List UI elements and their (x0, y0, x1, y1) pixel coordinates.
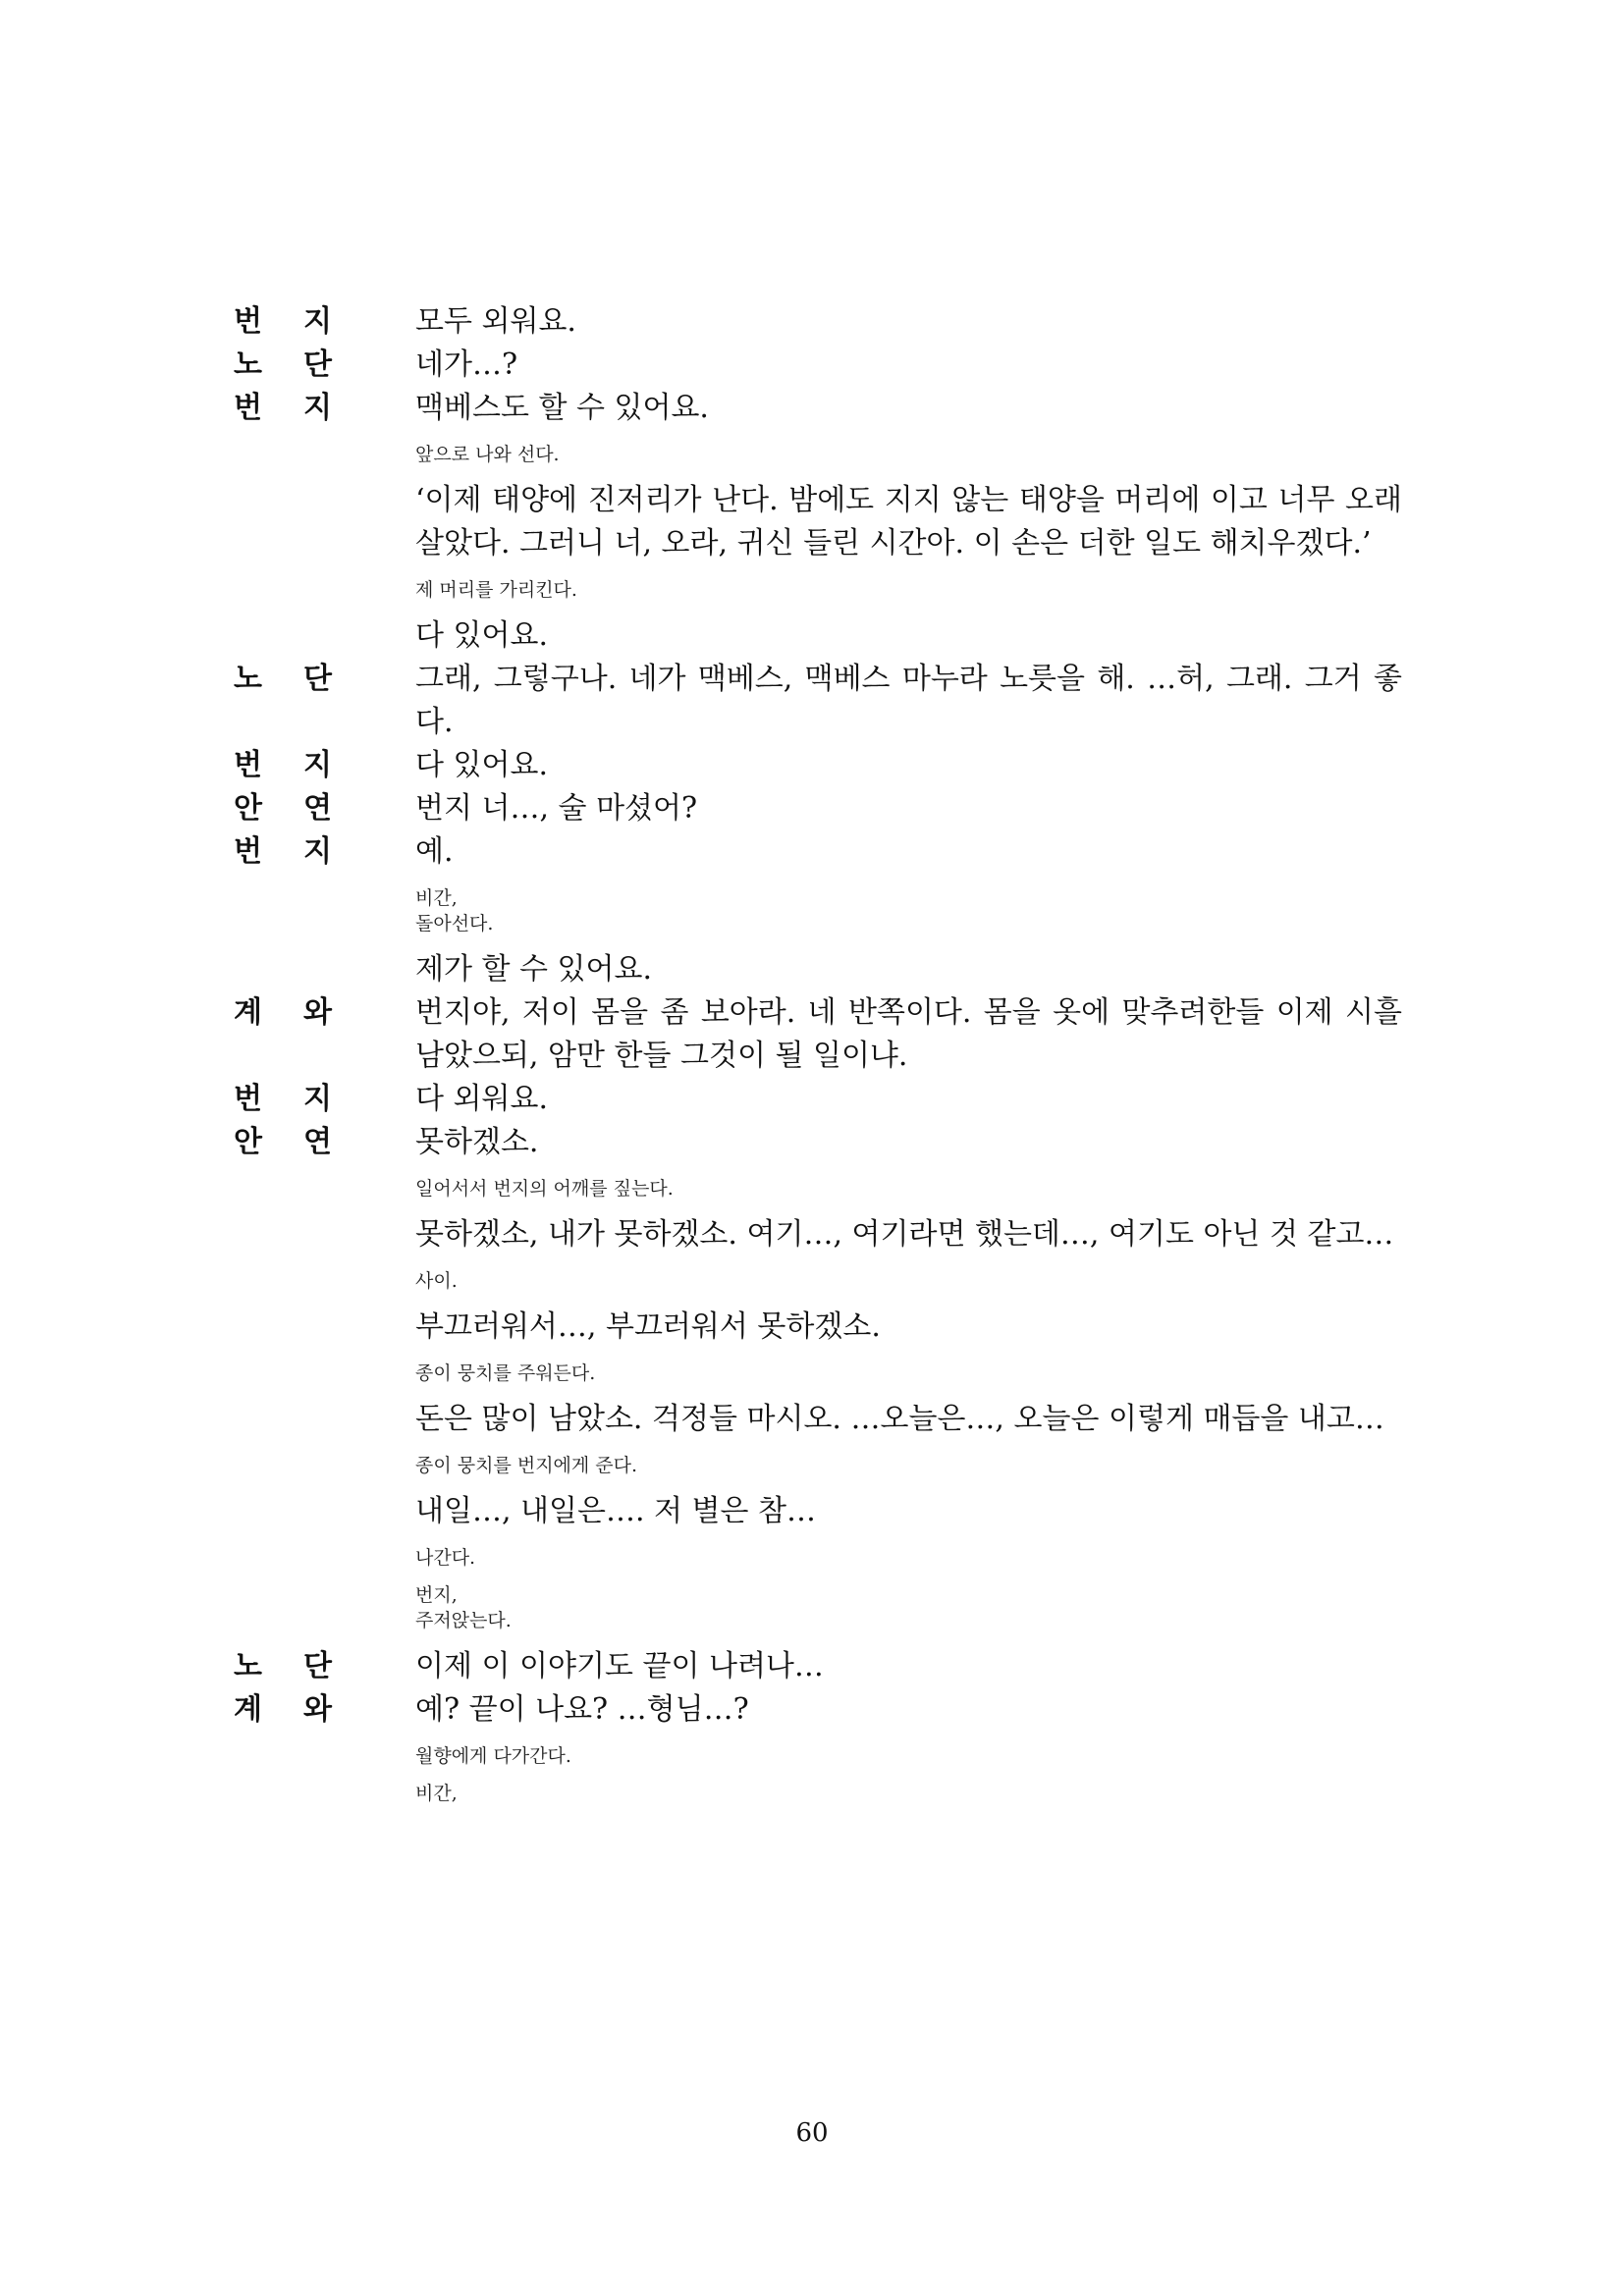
speaker-char: 노 (234, 1649, 262, 1683)
dialogue-text: 다 외워요. (415, 1082, 548, 1116)
stage-direction: 일어서서 번지의 어깨를 짚는다. (415, 1178, 674, 1200)
speaker-name (234, 1121, 415, 1164)
stage-direction: 앞으로 나와 선다. (415, 444, 560, 465)
speaker-name (234, 787, 415, 830)
dialogue-text: 맥베스도 할 수 있어요. (415, 391, 709, 425)
dialogue-text: 다 있어요. (415, 748, 548, 782)
speaker-char: 단 (303, 347, 332, 382)
dialogue-continuation: 다 있어요. (415, 618, 548, 653)
dialogue-text: 모두 외워요. (415, 304, 576, 339)
dialogue-text: 예. (415, 834, 454, 869)
speaker-char: 단 (303, 1649, 332, 1683)
speaker-char: 지 (303, 304, 332, 339)
dialogue-line (234, 1688, 1402, 1732)
speaker-name (234, 387, 415, 430)
stage-direction: 사이. (415, 1270, 458, 1292)
dialogue-continuation: 내일…, 내일은…. 저 별은 참… (415, 1494, 817, 1528)
dialogue-line (234, 387, 1402, 430)
dialogue-line (234, 658, 1402, 744)
speaker-char: 계 (234, 995, 262, 1030)
speaker-char: 지 (303, 391, 332, 425)
stage-direction: 비간, (415, 1783, 458, 1804)
stage-direction: 종이 뭉치를 주워든다. (415, 1362, 596, 1384)
dialogue-text: 이제 이 이야기도 끝이 나려나… (415, 1649, 824, 1683)
speaker-char: 연 (303, 791, 332, 826)
speaker-char: 안 (234, 1125, 262, 1159)
dialogue-line (234, 787, 1402, 830)
dialogue-continuation: 제가 할 수 있어요. (415, 952, 653, 987)
dialogue-line (234, 744, 1402, 787)
speaker-name (234, 344, 415, 387)
speaker-name (234, 744, 415, 787)
speaker-char: 연 (303, 1125, 332, 1159)
speaker-char: 와 (303, 1692, 332, 1727)
speaker-char: 번 (234, 748, 262, 782)
stage-direction: 나간다. (415, 1547, 476, 1569)
speaker-name (234, 658, 415, 701)
speaker-name (234, 830, 415, 874)
speaker-char: 와 (303, 995, 332, 1030)
speaker-char: 지 (303, 1082, 332, 1116)
dialogue-continuation: 돈은 많이 남았소. 걱정들 마시오. …오늘은…, 오늘은 이렇게 매듭을 내고… (415, 1402, 1384, 1436)
dialogue-continuation: ‘이제 태양에 진저리가 난다. 밤에도 지지 않는 태양을 머리에 이고 너무 오래 살았다. 그러니 너, 오라, 귀신 들린 시간아. 이 손은 더한 일도 해치우겠다.’ (415, 483, 1402, 561)
speaker-char: 지 (303, 834, 332, 869)
dialogue-text: 번지야, 저이 몸을 좀 보아라. 네 반쪽이다. 몸을 옷에 맞추려한들 이제 시흘 남았으되, 암만 한들 그것이 될 일이냐. (415, 995, 1402, 1073)
dialogue-text: 예? 끝이 나요? …형님…? (415, 1692, 749, 1727)
stage-direction: 비간, 돌아선다. (415, 887, 494, 934)
stage-direction: 종이 뭉치를 번지에게 준다. (415, 1455, 638, 1476)
dialogue-line (234, 1078, 1402, 1121)
dialogue-text: 못하겠소. (415, 1125, 539, 1159)
script-body (234, 300, 1402, 1818)
speaker-char: 번 (234, 304, 262, 339)
speaker-char: 단 (303, 662, 332, 696)
speaker-char: 번 (234, 391, 262, 425)
speaker-char: 지 (303, 748, 332, 782)
dialogue-text: 그래, 그렇구나. 네가 맥베스, 맥베스 마누라 노릇을 해. …허, 그래. 그거 좋다. (415, 662, 1402, 739)
speaker-char: 번 (234, 834, 262, 869)
dialogue-text: 번지 너…, 술 마셨어? (415, 791, 698, 826)
speaker-name (234, 1078, 415, 1121)
page-number: 60 (795, 2118, 829, 2148)
speaker-name (234, 991, 415, 1035)
dialogue-continuation: 부끄러워서…, 부끄러워서 못하겠소. (415, 1309, 881, 1344)
speaker-name (234, 1645, 415, 1688)
speaker-char: 안 (234, 791, 262, 826)
stage-direction: 제 머리를 가리킨다. (415, 579, 577, 601)
dialogue-text: 네가…? (415, 347, 518, 382)
dialogue-continuation: 못하겠소, 내가 못하겠소. 여기…, 여기라면 했는데…, 여기도 아닌 것 같고… (415, 1217, 1394, 1252)
stage-direction: 월향에게 다가간다. (415, 1745, 571, 1767)
dialogue-line (234, 991, 1402, 1078)
dialogue-line (234, 1645, 1402, 1688)
speaker-name (234, 300, 415, 344)
speaker-char: 계 (234, 1692, 262, 1727)
speaker-name (234, 1688, 415, 1732)
dialogue-line (234, 300, 1402, 344)
dialogue-line (234, 1121, 1402, 1164)
speaker-char: 번 (234, 1082, 262, 1116)
dialogue-line (234, 344, 1402, 387)
speaker-char: 노 (234, 662, 262, 696)
dialogue-line (234, 830, 1402, 874)
stage-direction: 번지, 주저앉는다. (415, 1584, 512, 1631)
speaker-char: 노 (234, 347, 262, 382)
